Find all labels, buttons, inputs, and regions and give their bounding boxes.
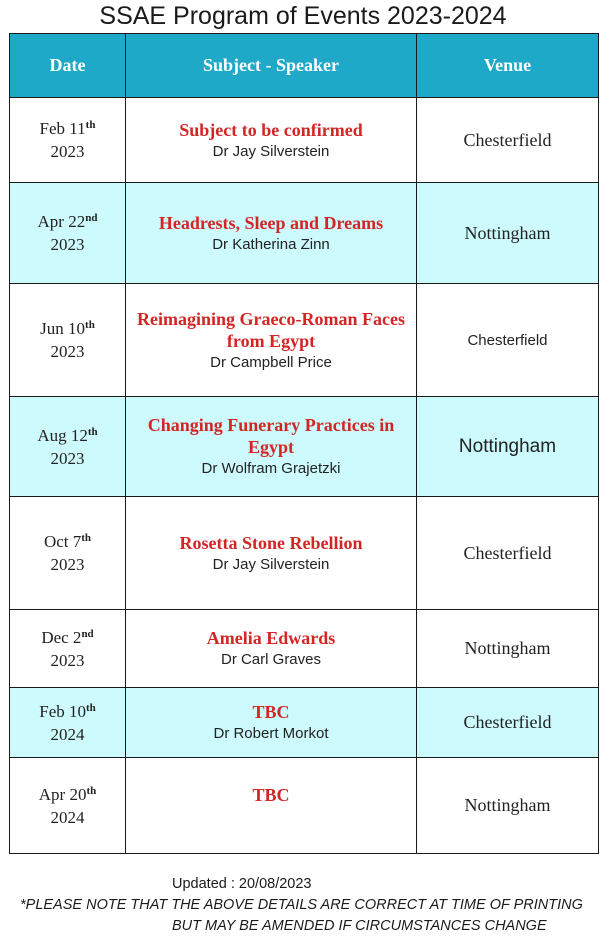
table-row xyxy=(10,497,599,610)
table-row xyxy=(10,284,599,397)
event-year: 2023 xyxy=(50,448,85,468)
event-day-suffix: th xyxy=(87,425,98,438)
subject-speaker-cell xyxy=(126,183,417,284)
event-subject: Headrests, Sleep and Dreams xyxy=(158,212,384,233)
date-cell xyxy=(10,397,126,497)
event-speaker: Dr Campbell Price xyxy=(210,353,332,371)
event-day-suffix: th xyxy=(85,319,95,331)
event-day: Feb 10 xyxy=(39,701,86,721)
venue-cell: Chesterfield xyxy=(417,284,599,397)
event-day: Oct 7 xyxy=(43,532,82,551)
event-date xyxy=(10,117,125,140)
event-year: 2024 xyxy=(50,724,85,744)
page-title: SSAE Program of Events 2023-2024 xyxy=(99,2,507,30)
event-subject: Amelia Edwards xyxy=(206,628,336,648)
date-cell xyxy=(10,183,126,284)
date-column-header: Date xyxy=(10,34,126,98)
printing-notice xyxy=(20,895,600,937)
venue-column-header: Venue xyxy=(417,34,599,98)
table-row xyxy=(10,758,599,854)
subject-speaker-cell xyxy=(126,610,417,688)
subject-speaker-cell xyxy=(126,98,417,183)
table-row xyxy=(10,610,599,688)
table-row xyxy=(10,183,599,284)
event-speaker: Dr Robert Morkot xyxy=(213,725,329,742)
date-cell xyxy=(10,98,126,183)
event-day: Apr 20 xyxy=(38,784,87,804)
venue-cell: Chesterfield xyxy=(417,497,599,610)
event-date xyxy=(10,530,125,553)
event-subject: Rosetta Stone Rebellion xyxy=(179,532,363,553)
event-subject: TBC xyxy=(252,785,290,805)
date-cell xyxy=(10,497,126,610)
event-day-suffix: nd xyxy=(85,212,98,224)
event-day: Feb 11 xyxy=(39,119,86,138)
event-subject: Subject to be confirmed xyxy=(179,119,363,140)
venue-cell: Nottingham xyxy=(417,758,599,854)
event-subject: TBC xyxy=(252,702,290,722)
event-day-suffix: th xyxy=(86,784,97,797)
event-day: Jun 10 xyxy=(40,319,86,338)
event-day-suffix: nd xyxy=(81,627,94,640)
venue-cell: Chesterfield xyxy=(417,98,599,183)
event-date xyxy=(10,626,125,649)
table-row xyxy=(10,688,599,758)
event-year: 2023 xyxy=(50,650,85,670)
event-speaker: Dr Jay Silverstein xyxy=(212,555,330,573)
venue-cell: Nottingham xyxy=(417,183,599,284)
table-header-row xyxy=(10,34,599,98)
event-day-suffix: th xyxy=(85,119,96,131)
venue-cell: Nottingham xyxy=(417,610,599,688)
subject-speaker-cell xyxy=(126,397,417,497)
event-day: Aug 12 xyxy=(37,425,88,445)
venue-cell: Nottingham xyxy=(417,397,599,497)
notice-line-1: *PLEASE NOTE THAT THE ABOVE DETAILS ARE CORRECT AT TIME OF PRINTING xyxy=(20,897,583,913)
event-date xyxy=(10,210,125,233)
notice-line-2: BUT MAY BE AMENDED IF CIRCUMSTANCES CHANGE xyxy=(172,918,547,934)
subject-speaker-cell xyxy=(126,688,417,758)
event-date xyxy=(10,700,125,723)
event-date xyxy=(10,424,125,447)
table-row xyxy=(10,98,599,183)
event-year: 2024 xyxy=(50,807,85,827)
event-subject: Reimagining Graeco-Roman Faces from Egypt xyxy=(137,308,405,351)
event-year: 2023 xyxy=(50,235,85,254)
event-speaker: Dr Katherina Zinn xyxy=(212,235,330,253)
date-cell xyxy=(10,688,126,758)
event-year: 2023 xyxy=(50,555,85,574)
event-year: 2023 xyxy=(50,342,85,361)
subject-speaker-column-header: Subject - Speaker xyxy=(126,34,417,98)
date-cell xyxy=(10,284,126,397)
event-day: Dec 2 xyxy=(41,627,82,647)
subject-speaker-cell xyxy=(126,497,417,610)
table-row xyxy=(10,397,599,497)
event-speaker: Dr Wolfram Grajetzki xyxy=(201,460,341,477)
date-cell xyxy=(10,758,126,854)
event-year: 2023 xyxy=(50,142,85,161)
date-cell xyxy=(10,610,126,688)
events-table xyxy=(9,33,599,854)
event-speaker: Dr Carl Graves xyxy=(220,651,321,668)
event-date xyxy=(10,783,125,806)
event-day-suffix: th xyxy=(81,532,92,544)
event-day-suffix: th xyxy=(85,701,96,714)
event-speaker: Dr Jay Silverstein xyxy=(212,142,330,160)
subject-speaker-cell xyxy=(126,284,417,397)
subject-speaker-cell xyxy=(126,758,417,854)
updated-date: Updated : 20/08/2023 xyxy=(172,876,312,892)
event-subject: Changing Funerary Practices in Egypt xyxy=(147,415,395,457)
event-date xyxy=(10,317,125,340)
venue-cell: Chesterfield xyxy=(417,688,599,758)
event-day: Apr 22 xyxy=(37,212,86,231)
